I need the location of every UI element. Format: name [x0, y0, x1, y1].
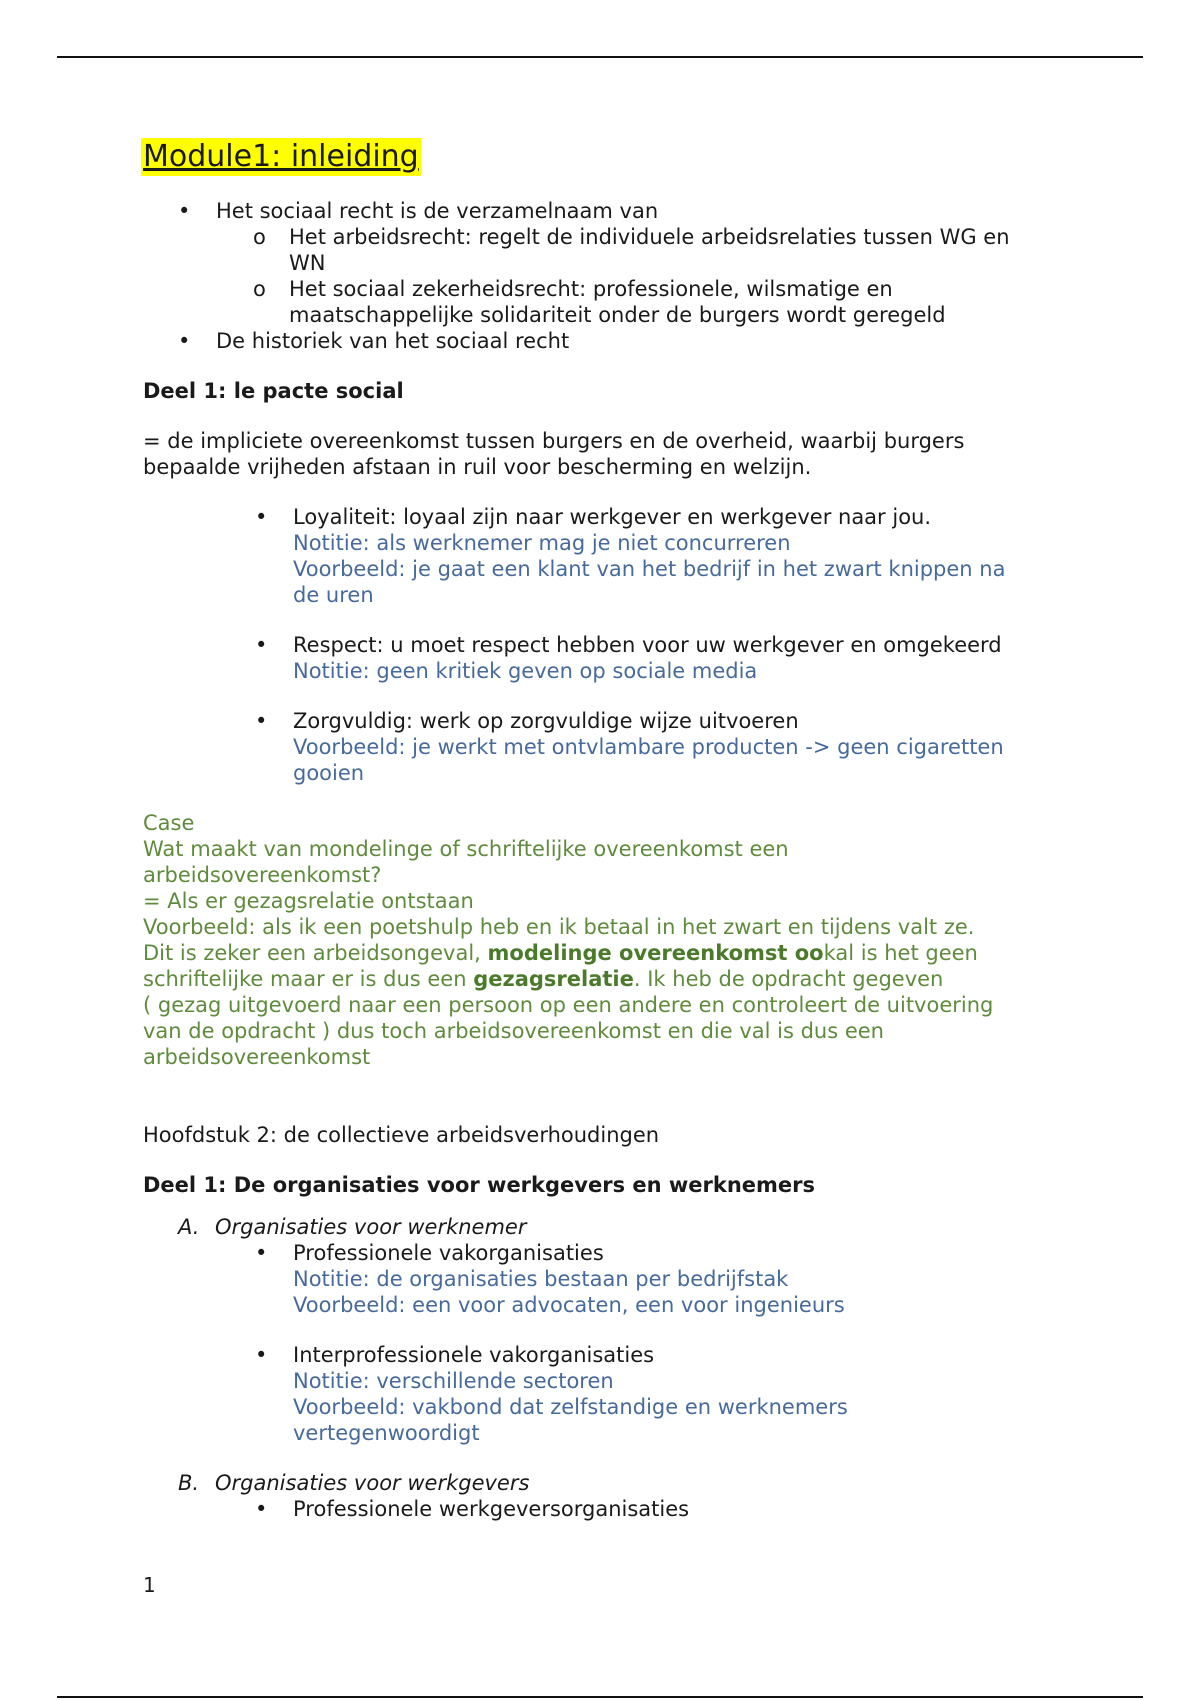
- case-text: . Ik heb de opdracht gegeven: [633, 967, 944, 991]
- bullet-text: • Interprofessionele vakorganisaties: [293, 1343, 655, 1367]
- case-line: Voorbeeld: als ik een poetshulp heb en ik betaal in het zwart en tijdens valt ze.: [143, 915, 975, 939]
- case-line: = Als er gezagsrelatie ontstaan: [143, 889, 474, 913]
- case-block: [143, 810, 1063, 1070]
- case-text: schriftelijke maar er is dus een: [143, 967, 474, 991]
- note-line: Notitie: de organisaties bestaan per bedrijfstak: [293, 1267, 789, 1291]
- sub-bullet-line: WN: [289, 251, 326, 275]
- note-line: Voorbeeld: je werkt met ontvlambare producten -> geen cigaretten: [293, 735, 1004, 759]
- case-bold-text: gezagsrelatie: [473, 967, 634, 991]
- footer-rule: [57, 1696, 1143, 1698]
- bullet-item: [143, 1496, 1063, 1522]
- note-line: de uren: [293, 583, 374, 607]
- lettered-item-label: Organisaties voor werkgevers: [215, 1471, 530, 1495]
- bullet-item: [143, 632, 1063, 684]
- lettered-item: [143, 1214, 1063, 1240]
- chapter-title: Hoofdstuk 2: de collectieve arbeidsverhoudingen: [143, 1123, 660, 1147]
- note-line: Notitie: geen kritiek geven op sociale media: [293, 659, 758, 683]
- bullet-item: [143, 504, 1063, 608]
- sub-bullet-line: o Het arbeidsrecht: regelt de individuele arbeidsrelaties tussen WG en: [289, 225, 1010, 249]
- bullet-text: • Loyaliteit: loyaal zijn naar werkgever en werkgever naar jou.: [293, 505, 932, 529]
- note-line: Notitie: verschillende sectoren: [293, 1369, 614, 1393]
- list-letter: A.: [178, 1215, 200, 1239]
- definition-line: bepaalde vrijheden afstaan in ruil voor bescherming en welzijn.: [143, 455, 812, 479]
- section-heading: Deel 1: De organisaties voor werkgevers en werknemers: [143, 1173, 816, 1197]
- sub-bullet-item: [143, 224, 1063, 276]
- definition-line: = de impliciete overeenkomst tussen burgers en de overheid, waarbij burgers: [143, 429, 965, 453]
- page-title: Module1: inleiding: [143, 139, 419, 174]
- definition: [143, 428, 1063, 480]
- case-text: kal is het geen: [823, 941, 978, 965]
- note-line: gooien: [293, 761, 365, 785]
- list-letter: B.: [178, 1471, 200, 1495]
- case-line: [143, 966, 1063, 992]
- note-line: Voorbeeld: een voor advocaten, een voor ingenieurs: [293, 1293, 845, 1317]
- note-line: Voorbeeld: vakbond dat zelfstandige en werknemers: [293, 1395, 848, 1419]
- section-heading: Deel 1: le pacte social: [143, 379, 404, 403]
- header-rule: [57, 56, 1143, 58]
- case-line: arbeidsovereenkomst?: [143, 863, 382, 887]
- bullet-item: [143, 1342, 1063, 1446]
- case-line: arbeidsovereenkomst: [143, 1045, 371, 1069]
- bullet-text: • Professionele vakorganisaties: [293, 1241, 604, 1265]
- case-label: Case: [143, 811, 195, 835]
- case-bold-text: modelinge overeenkomst oo: [487, 941, 824, 965]
- sub-bullet-line: o Het sociaal zekerheidsrecht: professionele, wilsmatige en: [289, 277, 893, 301]
- bullet-text: • Zorgvuldig: werk op zorgvuldige wijze uitvoeren: [293, 709, 799, 733]
- bullet-text: • Professionele werkgeversorganisaties: [293, 1497, 690, 1521]
- lettered-item: [143, 1470, 1063, 1496]
- page-number: 1: [143, 1573, 156, 1597]
- lettered-item-label: Organisaties voor werknemer: [215, 1215, 527, 1239]
- case-line: Wat maakt van mondelinge of schriftelijke overeenkomst een: [143, 837, 789, 861]
- case-text: Dit is zeker een arbeidsongeval,: [143, 941, 488, 965]
- bullet-item: • Het sociaal recht is de verzamelnaam van: [143, 198, 1063, 224]
- case-line: [143, 940, 1063, 966]
- case-line: ( gezag uitgevoerd naar een persoon op een andere en controleert de uitvoering: [143, 993, 994, 1017]
- bullet-item: [143, 1240, 1063, 1318]
- note-line: Voorbeeld: je gaat een klant van het bedrijf in het zwart knippen na: [293, 557, 1006, 581]
- note-line: Notitie: als werknemer mag je niet concurreren: [293, 531, 791, 555]
- sub-bullet-line: maatschappelijke solidariteit onder de burgers wordt geregeld: [289, 303, 946, 327]
- bullet-item: [143, 708, 1063, 786]
- bullet-item: • De historiek van het sociaal recht: [143, 328, 1063, 354]
- case-line: van de opdracht ) dus toch arbeidsovereenkomst en die val is dus een: [143, 1019, 884, 1043]
- sub-bullet-item: [143, 276, 1063, 328]
- document-page: [143, 138, 1063, 1522]
- bullet-text: • Respect: u moet respect hebben voor uw werkgever en omgekeerd: [293, 633, 1002, 657]
- note-line: vertegenwoordigt: [293, 1421, 480, 1445]
